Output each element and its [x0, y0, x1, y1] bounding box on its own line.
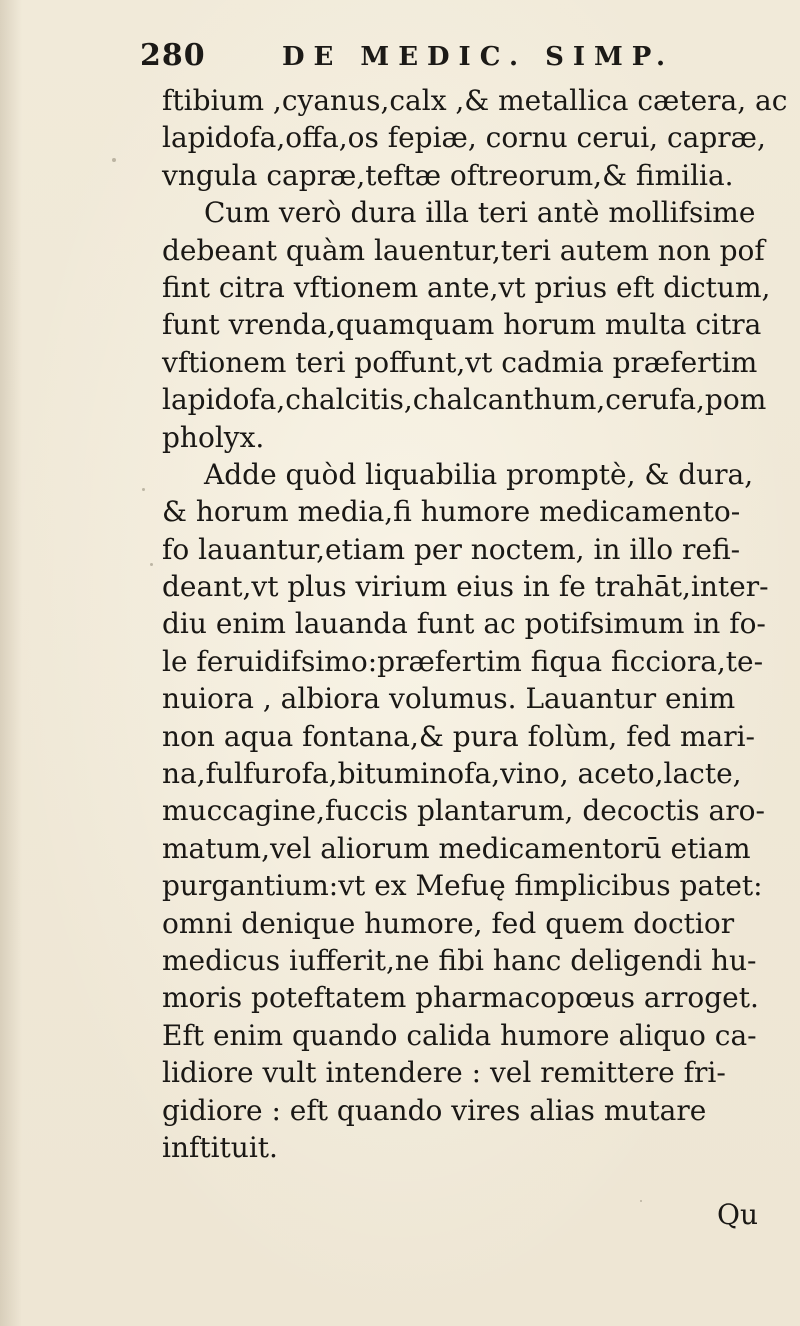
- text-line: matum,vel aliorum medicamentorū etiam: [162, 831, 751, 865]
- text-line: medicus iufferit,ne fibi hanc deligendi hu-: [162, 943, 757, 977]
- text-line: Eft enim quando calida humore aliquo ca-: [162, 1018, 757, 1052]
- text-line: debeant quàm lauentur,teri autem non pof: [162, 233, 765, 267]
- text-line: inftituit.: [162, 1130, 278, 1164]
- text-line: deant,vt plus virium eius in fe trahāt,inter-: [162, 570, 769, 604]
- text-line: purgantium:vt ex Mefuę fimplicibus patet:: [162, 869, 763, 903]
- running-title: DE MEDIC. SIMP.: [282, 42, 675, 72]
- text-line: vngula capræ,teftæ oftreorum,& fimilia.: [162, 158, 734, 192]
- text-line: lidiore vult intendere : vel remittere fri-: [162, 1056, 726, 1090]
- catchword: Qu: [717, 1198, 758, 1231]
- text-line: diu enim lauanda funt ac potifsimum in fo-: [162, 607, 766, 641]
- text-line: na,fulfurofa,bituminofa,vino, aceto,lacte,: [162, 757, 742, 791]
- text-line: vftionem teri poffunt,vt cadmia præfertim: [162, 345, 758, 379]
- ink-speck: [112, 158, 116, 162]
- ink-speck: [640, 1200, 642, 1202]
- text-line: pholyx.: [162, 420, 265, 454]
- spine-shadow: [0, 0, 22, 1326]
- paragraph-start-line: Adde quòd liquabilia promptè, & dura,: [204, 457, 754, 491]
- running-head: [140, 34, 700, 74]
- text-line: muccagine,fuccis plantarum, decoctis aro-: [162, 794, 765, 828]
- text-line: lapidofa,chalcitis,chalcanthum,cerufa,pom: [162, 383, 767, 417]
- paragraph-start-line: Cum verò dura illa teri antè mollifsime: [204, 196, 756, 230]
- page-number: 280: [140, 38, 206, 73]
- text-line: nuiora , albiora volumus. Lauantur enim: [162, 682, 736, 716]
- text-line: le feruidifsimo:præfertim fiqua ficciora,te-: [162, 644, 764, 678]
- text-line: funt vrenda,quamquam horum multa citra: [162, 308, 762, 342]
- text-line: lapidofa,offa,os fepiæ, cornu cerui, capræ,: [162, 121, 766, 155]
- text-line: non aqua fontana,& pura folùm, fed mari-: [162, 719, 756, 753]
- text-line: ftibium ,cyanus,calx ,& metallica cætera, ac: [162, 84, 788, 117]
- text-line: gidiore : eft quando vires alias mutare: [162, 1093, 707, 1127]
- text-line: fo lauantur,etiam per noctem, in illo refi-: [162, 532, 741, 566]
- text-line: fint citra vftionem ante,vt prius eft dictum,: [162, 270, 771, 304]
- body-text: [162, 82, 788, 1166]
- text-line: & horum media,fi humore medicamento-: [162, 495, 741, 529]
- text-line: moris poteftatem pharmacopœus arroget.: [162, 981, 759, 1015]
- ink-speck: [142, 488, 145, 491]
- text-line: omni denique humore, fed quem doctior: [162, 906, 735, 940]
- ink-speck: [150, 563, 153, 566]
